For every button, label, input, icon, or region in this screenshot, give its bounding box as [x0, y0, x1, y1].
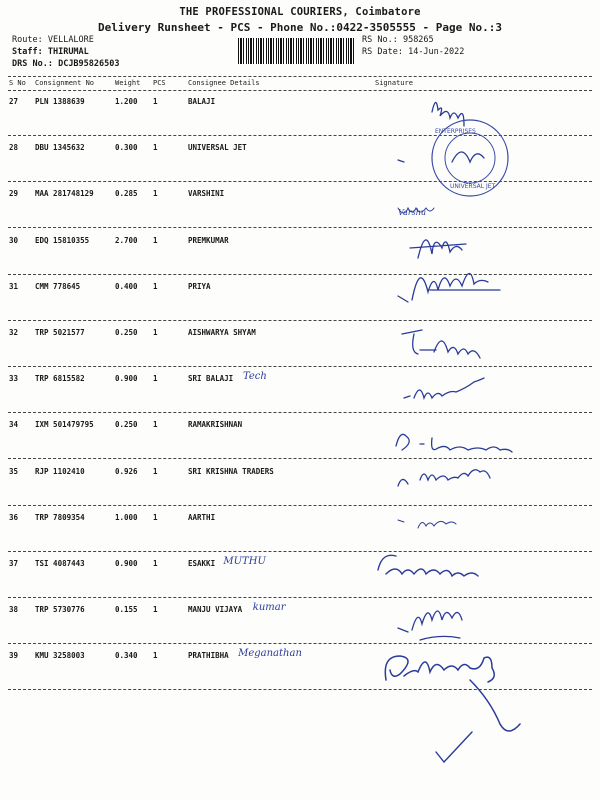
stamp-bottom-text: UNIVERSAL JET: [450, 183, 496, 190]
col-sno: S No: [9, 79, 26, 87]
cell-consignment: TRP 6815582: [35, 374, 85, 384]
cell-consignment: TRP 5730776: [35, 605, 85, 615]
row-separator: [8, 643, 592, 644]
cell-consignment: CMM 778645: [35, 281, 81, 291]
cell-weight: 2.700: [115, 235, 138, 245]
staff-label: Staff:: [12, 47, 43, 57]
rs-no-field: [362, 35, 434, 45]
varshini-note: Varshu: [398, 208, 427, 217]
cell-consignee: RAMAKRISHNAN: [188, 420, 243, 430]
cell-consignment: KMU 3258003: [35, 651, 85, 661]
cell-consignment: DBU 1345632: [35, 143, 85, 153]
cell-weight: 0.250: [115, 328, 138, 337]
cell-weight: 1.000: [115, 512, 138, 522]
cell-weight: 0.250: [115, 420, 138, 430]
cell-consignment: RJP 1102410: [35, 466, 85, 476]
cell-consignee: SRI KRISHNA TRADERS: [188, 466, 274, 476]
row-separator: [8, 412, 592, 413]
cell-consignment: TRP 7809354: [35, 512, 85, 522]
cell-weight: 0.285: [115, 189, 138, 199]
cell-pcs: 1: [153, 235, 158, 245]
cell-weight: 0.155: [115, 605, 138, 615]
cell-sno: 36: [9, 512, 19, 522]
drs-label: DRS No.:: [12, 59, 53, 69]
company-title: THE PROFESSIONAL COURIERS, Coimbatore: [179, 6, 421, 18]
handwritten-note: MUTHU: [223, 556, 266, 567]
row-separator: [8, 689, 592, 690]
header-bottom-rule: [8, 90, 592, 91]
cell-sno: 27: [9, 97, 19, 106]
cell-sno: 28: [9, 143, 19, 153]
cell-sno: 37: [9, 559, 19, 568]
row-separator: [8, 227, 592, 228]
row-separator: [8, 551, 592, 552]
cell-sno: 35: [9, 466, 19, 476]
cell-pcs: 1: [153, 466, 158, 476]
cell-pcs: 1: [153, 605, 158, 615]
barcode: [238, 38, 356, 64]
cell-weight: 0.926: [115, 466, 138, 476]
cell-consignment: EDQ 15810355: [35, 235, 90, 245]
cell-sno: 39: [9, 651, 19, 661]
cell-sno: 33: [9, 374, 19, 384]
col-weight: Weight: [115, 79, 141, 87]
table-row: [0, 467, 600, 513]
rs-date-value: 14-Jun-2022: [408, 47, 465, 57]
row-separator: [8, 458, 592, 459]
table-row: [0, 143, 600, 189]
row-separator: [8, 597, 592, 598]
cell-pcs: 1: [153, 143, 158, 153]
cell-pcs: 1: [153, 651, 158, 661]
rs-no-label: RS No.:: [362, 35, 398, 45]
rs-no-value: 958265: [402, 35, 434, 45]
col-pcs: PCS: [153, 79, 166, 87]
cell-consignee: VARSHINI: [188, 189, 225, 199]
rs-date-field: [362, 47, 464, 57]
cell-sno: 38: [9, 605, 19, 615]
cell-consignee: UNIVERSAL JET: [188, 143, 247, 153]
header-top-rule: [8, 76, 592, 77]
handwritten-note: kumar: [252, 602, 286, 614]
row-separator: [8, 366, 592, 367]
stamp-top-text: ENTERPRISES: [435, 128, 476, 135]
cell-sno: 34: [9, 420, 19, 430]
rs-date-label: RS Date:: [362, 47, 403, 57]
checkmark: [436, 732, 472, 762]
table-row: [0, 648, 600, 697]
row-separator: [8, 320, 592, 321]
col-consignee: Consignee Details: [188, 79, 260, 87]
staff-field: [12, 47, 89, 57]
table-row: [0, 282, 600, 328]
table-row: [0, 97, 600, 143]
col-signature: Signature: [375, 79, 413, 87]
handwritten-note: Tech: [243, 371, 267, 383]
row-separator: [8, 505, 592, 506]
cell-weight: 0.340: [115, 651, 138, 661]
cell-consignee: PREMKUMAR: [188, 235, 229, 245]
cell-pcs: 1: [153, 512, 158, 522]
table-row: [0, 420, 600, 466]
cell-consignment: PLN 1388639: [35, 97, 85, 106]
cell-weight: 0.400: [115, 281, 138, 291]
cell-pcs: 1: [153, 559, 158, 568]
cell-sno: 31: [9, 281, 19, 291]
cell-consignee: BALAJI: [188, 97, 216, 106]
table-row: [0, 189, 600, 235]
handwritten-note: Meganathan: [238, 648, 302, 660]
cell-consignment: MAA 281748129: [35, 189, 94, 199]
table-row: [0, 513, 600, 559]
cell-weight: 1.200: [115, 97, 138, 106]
drs-value: DCJB95826503: [58, 59, 120, 69]
cell-consignment: IXM 501479795: [35, 420, 94, 430]
table-row: [0, 371, 600, 420]
cell-sno: 32: [9, 328, 19, 337]
cell-consignee: ESAKKI: [188, 559, 216, 568]
table-row: [0, 556, 600, 605]
drs-field: [12, 59, 120, 69]
table-row: [0, 328, 600, 374]
cell-pcs: 1: [153, 97, 158, 106]
cell-pcs: 1: [153, 189, 158, 199]
runsheet-subtitle: Delivery Runsheet - PCS - Phone No.:0422-3505555 - Page No.:3: [98, 21, 502, 34]
cell-consignee: PRIYA: [188, 281, 211, 291]
route-field: [12, 35, 94, 45]
route-label: Route:: [12, 35, 43, 45]
row-separator: [8, 135, 592, 136]
cell-weight: 0.900: [115, 374, 138, 384]
cell-sno: 30: [9, 235, 19, 245]
cell-pcs: 1: [153, 328, 158, 337]
cell-consignment: TRP 5021577: [35, 328, 85, 337]
cell-consignee: SRI BALAJI: [188, 374, 234, 384]
cell-pcs: 1: [153, 281, 158, 291]
cell-consignee: PRATHIBHA: [188, 651, 229, 661]
staff-value: THIRUMAL: [47, 47, 89, 57]
table-row: [0, 602, 600, 651]
col-consignment: Consignment No: [35, 79, 95, 87]
cell-pcs: 1: [153, 374, 158, 384]
cell-pcs: 1: [153, 420, 158, 430]
route-value: VELLALORE: [47, 35, 94, 45]
cell-weight: 0.900: [115, 559, 138, 568]
table-row: [0, 236, 600, 282]
cell-weight: 0.300: [115, 143, 138, 153]
row-separator: [8, 274, 592, 275]
cell-consignee: AARTHI: [188, 512, 216, 522]
cell-consignment: TSI 4087443: [35, 559, 85, 568]
row-separator: [8, 181, 592, 182]
cell-sno: 29: [9, 189, 19, 199]
cell-consignee: MANJU VIJAYA: [188, 605, 243, 615]
cell-consignee: AISHWARYA SHYAM: [188, 328, 256, 337]
